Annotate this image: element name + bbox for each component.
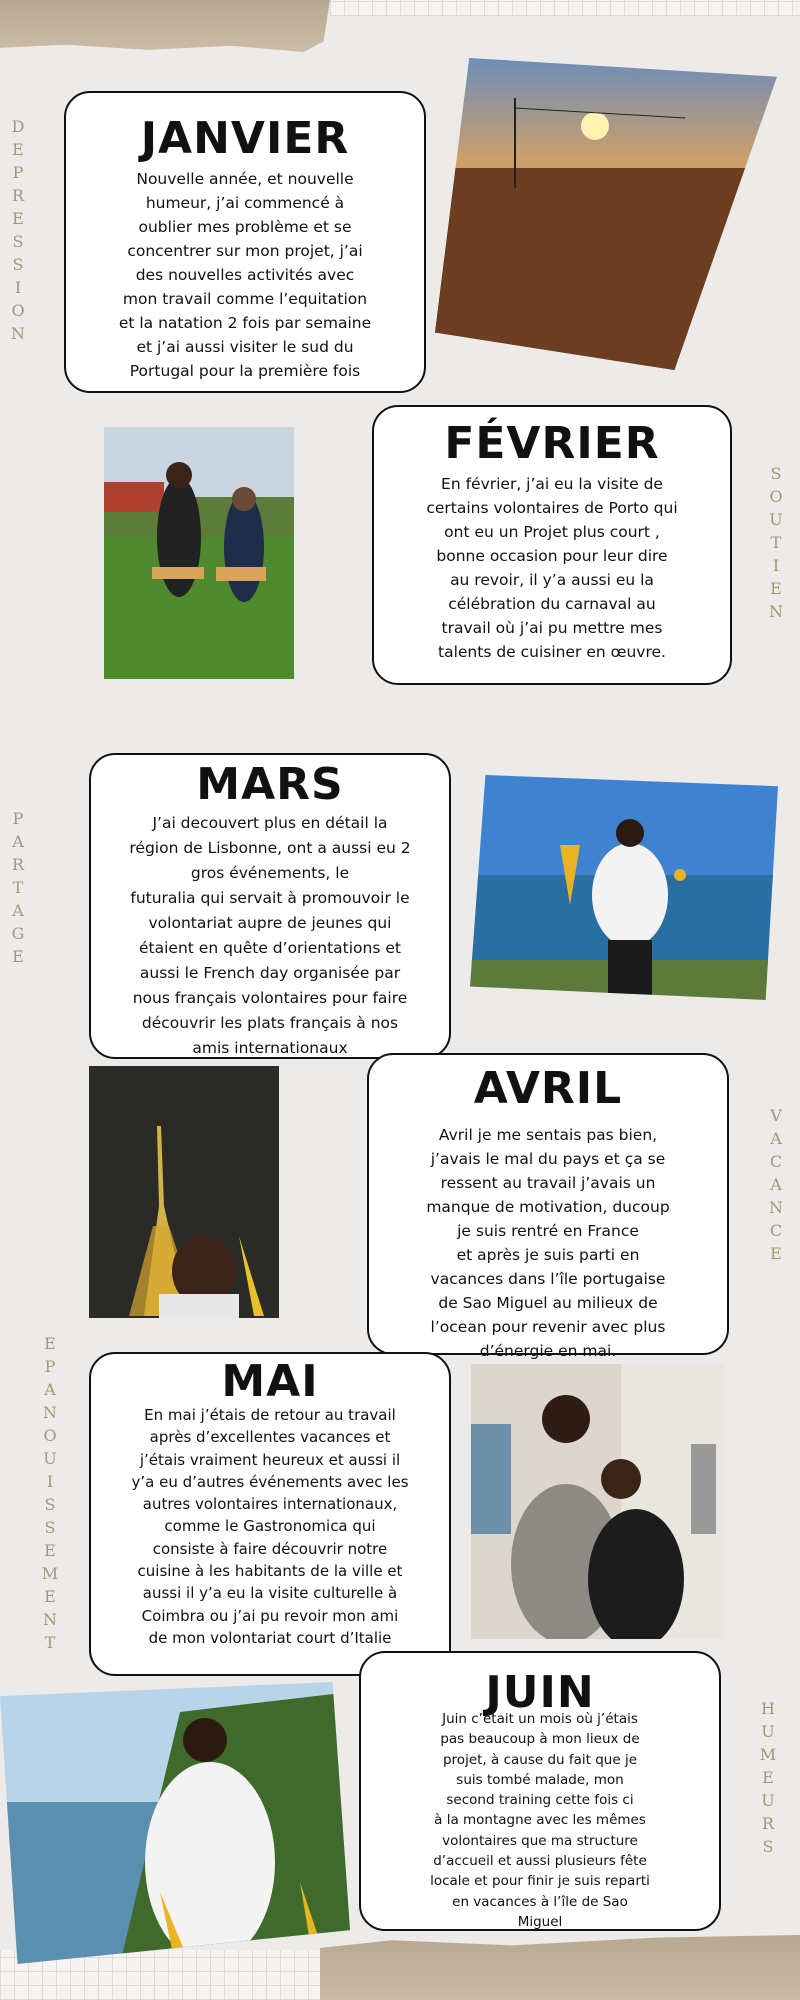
month-title: MAI	[221, 1356, 319, 1407]
month-card-janvier	[64, 91, 426, 393]
side-letter: A	[12, 832, 24, 851]
side-letter: N	[11, 324, 25, 343]
side-letter: N	[769, 1198, 783, 1217]
side-letter: M	[759, 1745, 777, 1764]
side-letter: E	[770, 579, 782, 598]
side-letter: N	[43, 1610, 57, 1629]
photo-sunset-beach	[435, 58, 777, 370]
photo-two-friends	[471, 1364, 724, 1639]
side-letter: S	[12, 255, 24, 274]
side-letter: E	[12, 947, 24, 966]
side-letter: E	[762, 1768, 774, 1787]
side-letter: T	[12, 878, 24, 897]
side-letter: U	[43, 1449, 57, 1468]
side-letter: R	[11, 855, 25, 874]
side-letter: P	[12, 163, 24, 182]
side-letter: N	[769, 602, 783, 621]
side-letter: S	[44, 1518, 56, 1537]
side-letter: O	[11, 301, 25, 320]
month-card-avril	[367, 1053, 729, 1360]
side-letter: S	[12, 232, 24, 251]
month-title: FÉVRIER	[444, 418, 660, 469]
side-letter: E	[12, 140, 24, 159]
side-letter: G	[11, 924, 25, 943]
side-letter: M	[41, 1564, 59, 1583]
month-text: En mai j’étais de retour au travail après d’excellentes vacances et j’étais vraiment heureux et aussi il y’a eu d’autres événements avec les autres volontaires internationaux, comme le Gastronomica qui consiste à faire découvrir notre cuisine à les habitants de la ville et aussi il y’a eu la visite culturelle à Coimbra ou j’ai pu revoir mon ami de mon volontariat court d’Italie	[131, 1406, 409, 1647]
side-letter: S	[762, 1837, 774, 1856]
side-letter: D	[11, 117, 25, 136]
side-word-epanouissement	[40, 1332, 60, 1654]
side-letter: V	[770, 1106, 782, 1125]
side-word-humeurs	[758, 1697, 778, 1858]
side-word-partage	[8, 807, 28, 968]
month-text: J’ai decouvert plus en détail la région de Lisbonne, ont a aussi eu 2 gros événements, le futuralia qui servait à promouvoir le volontariat aupre de jeunes qui étaient en quête d’orientations et aussi le French day organisée par nous français volontaires pour faire découvrir les plats français à nos amis internationaux	[129, 814, 411, 1057]
side-letter: P	[44, 1357, 56, 1376]
side-letter: O	[769, 487, 783, 506]
side-letter: R	[761, 1814, 775, 1833]
photo-group-pizza	[104, 427, 294, 679]
month-title: JANVIER	[140, 113, 350, 164]
photo-ocean-cliff	[470, 775, 778, 1000]
side-letter: S	[44, 1495, 56, 1514]
side-letter: H	[761, 1699, 775, 1718]
side-letter: R	[11, 186, 25, 205]
side-letter: C	[769, 1221, 783, 1240]
month-card-fevrier	[372, 405, 732, 685]
side-letter: N	[43, 1403, 57, 1422]
side-letter: U	[761, 1722, 775, 1741]
month-card-mai	[89, 1352, 451, 1676]
side-letter: A	[770, 1129, 782, 1148]
side-letter: I	[14, 278, 22, 297]
side-letter: E	[12, 209, 24, 228]
side-letter: O	[43, 1426, 57, 1445]
side-letter: E	[44, 1334, 56, 1353]
side-letter: I	[772, 556, 780, 575]
side-letter: U	[761, 1791, 775, 1810]
month-title: AVRIL	[473, 1063, 623, 1114]
month-text: Juin c’était un mois où j’étais pas beaucoup à mon lieux de projet, à cause du fait que je suis tombé malade, mon second training cette fois ci à la montagne avec les mêmes volontaires que ma structure d’accueil et aussi plusieurs fête locale et pour finir je suis reparti en vacances à l’île de Sao Miguel	[430, 1711, 650, 1930]
month-title: JUIN	[485, 1667, 595, 1718]
torn-paper-bottom	[320, 1935, 800, 2000]
month-card-mars	[89, 753, 451, 1059]
grid-paper-top	[330, 0, 800, 16]
side-word-vacance	[766, 1104, 786, 1265]
side-letter: P	[12, 809, 24, 828]
side-letter: U	[769, 510, 783, 529]
month-text: Avril je me sentais pas bien, j’avais le mal du pays et ça se ressent au travail j’avais un manque de motivation, ducoup je suis rentré en France et après je suis parti en vacances dans l’île portugaise de Sao Miguel au milieux de l’ocean pour revenir avec plus d’énergie en mai.	[426, 1126, 670, 1360]
month-title: MARS	[196, 759, 344, 810]
side-letter: T	[44, 1633, 56, 1652]
side-letter: A	[44, 1380, 56, 1399]
side-letter: E	[44, 1587, 56, 1606]
side-letter: A	[12, 901, 24, 920]
side-letter: S	[770, 464, 782, 483]
photo-cliff-hike	[0, 1682, 350, 1964]
month-card-juin	[359, 1651, 721, 1931]
side-word-depression	[8, 115, 28, 345]
side-word-soutien	[766, 462, 786, 623]
month-text: En février, j’ai eu la visite de certains volontaires de Porto qui ont eu un Projet plus court , bonne occasion pour leur dire au revoir, il y’a aussi eu la célébration du carnaval au travail où j’ai pu mettre mes talents de cuisiner en œuvre.	[426, 475, 678, 661]
photo-eiffel-tower	[89, 1066, 279, 1318]
side-letter: I	[46, 1472, 54, 1491]
side-letter: A	[770, 1175, 782, 1194]
side-letter: C	[769, 1152, 783, 1171]
side-letter: E	[44, 1541, 56, 1560]
side-letter: T	[770, 533, 782, 552]
month-text: Nouvelle année, et nouvelle humeur, j’ai commencé à oublier mes problème et se concentrer sur mon projet, j’ai des nouvelles activités avec mon travail comme l’equitation et la natation 2 fois par semaine et j’ai aussi visiter le sud du Portugal pour la première fois	[118, 170, 372, 380]
torn-paper-top	[0, 0, 330, 52]
side-letter: E	[770, 1244, 782, 1263]
